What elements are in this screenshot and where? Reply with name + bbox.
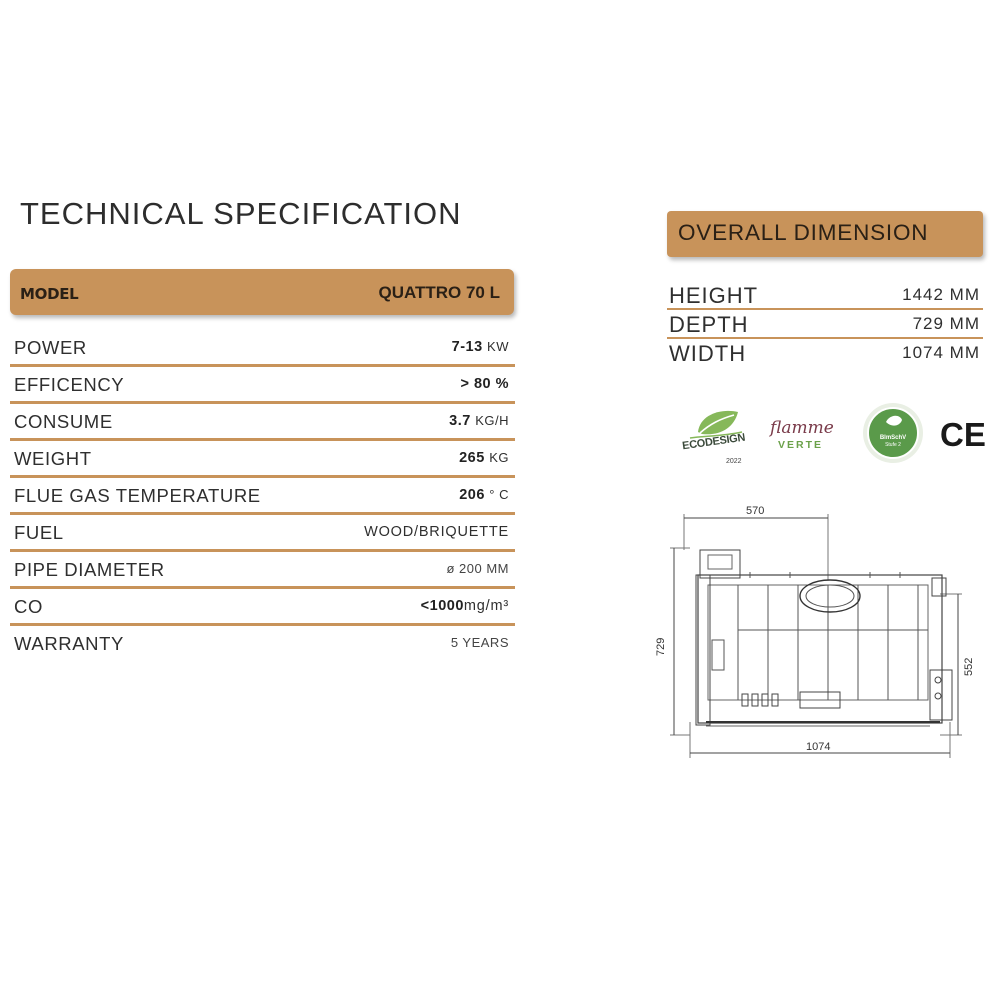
dim-label: DEPTH <box>669 312 749 337</box>
spec-row-flue-gas-temperature <box>10 478 515 515</box>
spec-row-power <box>10 330 515 367</box>
model-label: MODEL <box>20 285 79 303</box>
model-value: QUATTRO 70 L <box>378 283 500 302</box>
spec-label: PIPE DIAMETER <box>14 559 165 580</box>
dim-value: 729 MM <box>912 314 980 333</box>
spec-label: CO <box>14 596 43 617</box>
technical-drawing <box>650 500 990 765</box>
spec-label: CONSUME <box>14 411 113 432</box>
model-header-bar <box>10 269 514 315</box>
svg-text:BImSchV: BImSchV <box>879 435 907 441</box>
spec-row-consume <box>10 404 515 441</box>
spec-value: 206 ° C <box>459 487 509 503</box>
flamme-text: flamme <box>770 418 834 438</box>
dim-value: 1074 MM <box>902 343 980 362</box>
bimschv-logo <box>862 402 924 464</box>
dim-bottom-label: 1074 <box>806 741 831 753</box>
dim-row-width <box>667 340 983 366</box>
spec-table <box>10 330 515 660</box>
spec-label: FUEL <box>14 522 64 543</box>
spec-label: POWER <box>14 337 87 358</box>
spec-value: 3.7 KG/H <box>449 413 509 429</box>
spec-value: > 80 % <box>460 376 509 392</box>
spec-value: 7-13 KW <box>451 339 509 355</box>
dim-value: 1442 MM <box>902 285 980 304</box>
spec-value: <1000mg/m³ <box>420 598 509 614</box>
spec-title: TECHNICAL SPECIFICATION <box>20 196 462 231</box>
spec-value: 265 KG <box>459 450 509 466</box>
spec-label: WARRANTY <box>14 633 124 654</box>
ecodesign-year: 2022 <box>726 458 742 465</box>
flamme-verte-logo <box>768 416 846 456</box>
spec-label: EFFICENCY <box>14 374 125 395</box>
spec-label: WEIGHT <box>14 448 92 469</box>
spec-value: 5 YEARS <box>450 635 509 650</box>
dimension-table <box>667 282 983 367</box>
spec-row-weight <box>10 441 515 478</box>
spec-row-warranty <box>10 626 515 660</box>
dim-right-label: 552 <box>963 657 975 676</box>
dim-row-depth <box>667 311 983 339</box>
ecodesign-text: ECODESIGN <box>681 431 746 453</box>
spec-row-efficency <box>10 367 515 404</box>
spec-row-co <box>10 589 515 626</box>
dim-label: HEIGHT <box>669 283 759 308</box>
spec-value: ø 200 MM <box>446 561 509 576</box>
spec-label: FLUE GAS TEMPERATURE <box>14 485 261 506</box>
spec-value: WOOD/BRIQUETTE <box>364 524 509 540</box>
certification-logos <box>680 402 990 472</box>
svg-text:Stufe 2: Stufe 2 <box>885 442 901 448</box>
spec-row-pipe-diameter <box>10 552 515 589</box>
ce-mark: CE <box>940 416 986 453</box>
verte-text: VERTE <box>778 439 824 451</box>
overall-dimension-header <box>667 211 983 257</box>
dim-top-label: 570 <box>746 505 765 517</box>
spec-row-fuel <box>10 515 515 552</box>
dim-row-height <box>667 282 983 310</box>
overall-dimension-title: OVERALL DIMENSION <box>678 220 929 245</box>
dim-label: WIDTH <box>669 341 747 366</box>
ecodesign-logo <box>680 406 752 472</box>
dim-left-label: 729 <box>655 637 667 656</box>
